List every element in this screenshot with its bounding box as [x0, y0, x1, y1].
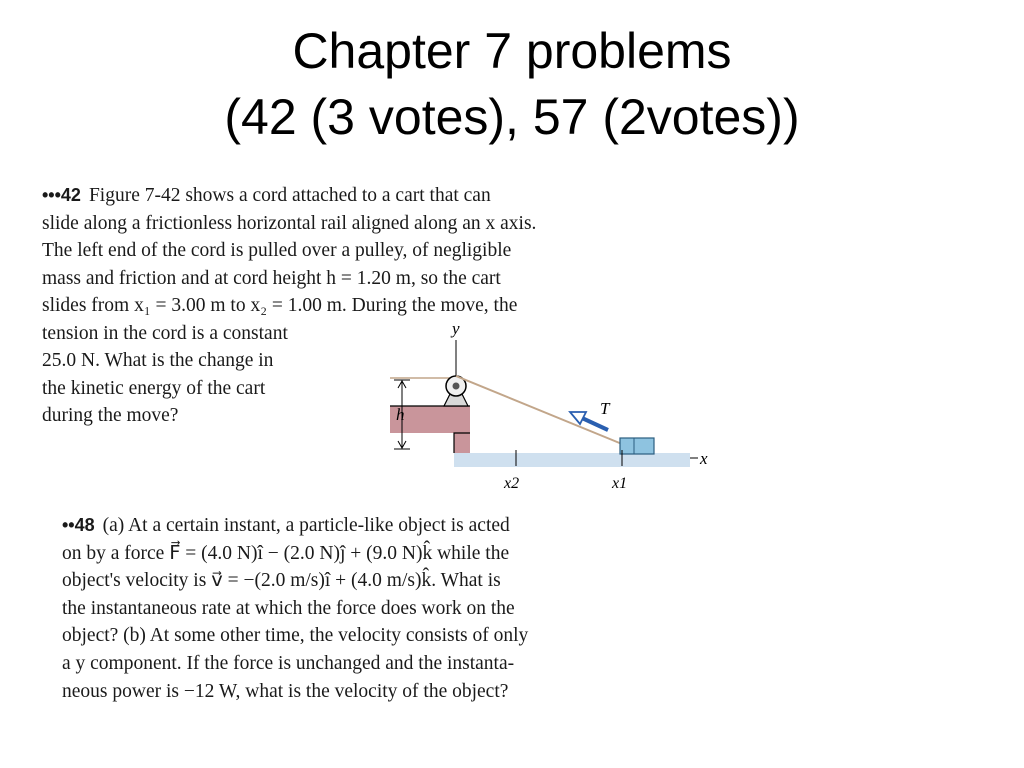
problem-48-line: object's velocity is v⃗ = −(2.0 m/s)î + (4.0 m/s)k̂. What is: [62, 570, 501, 592]
problem-text: (a) At a certain instant, a particle-like object is acted: [102, 515, 510, 536]
tension-label: T: [600, 399, 610, 418]
rail: [454, 453, 690, 467]
problem-48-line: the instantaneous rate at which the force does work on the: [62, 597, 515, 619]
x-axis-label: x: [700, 449, 708, 468]
problem-48-line: on by a force F⃗ = (4.0 N)î − (2.0 N)ĵ + (9.0 N)k̂ while the: [62, 542, 510, 564]
problem-number: •••42: [42, 185, 81, 205]
problem-48-line: [62, 512, 662, 540]
problem-42-line: 25.0 N. What is the change in: [42, 350, 274, 371]
cord: [456, 376, 622, 444]
problem-48: [62, 512, 662, 705]
figure-7-42: [372, 316, 724, 502]
problem-number: ••48: [62, 515, 95, 535]
tension-arrow-head: [570, 412, 586, 424]
problem-42-line: The left end of the cord is pulled over a pulley, of negligible: [42, 240, 512, 261]
problem-48-line: object? (b) At some other time, the velocity consists of only: [62, 625, 529, 647]
problem-42-line: mass and friction and at cord height h = 1.20 m, so the cart: [42, 267, 501, 289]
problem-42-line: [42, 182, 642, 210]
problem-42-line: slide along a frictionless horizontal rail aligned along an x axis.: [42, 212, 537, 234]
h-label: h: [396, 405, 405, 424]
problem-48-line: a y component. If the force is unchanged and the instanta-: [62, 652, 515, 674]
y-axis-label: y: [452, 319, 460, 338]
problem-text: Figure 7-42 shows a cord attached to a cart that can: [88, 185, 491, 206]
pulley-axle: [453, 383, 460, 390]
problem-48-line: neous power is −12 W, what is the velocity of the object?: [62, 680, 509, 702]
problem-42-line: tension in the cord is a constant: [42, 322, 288, 344]
cart: [620, 438, 654, 454]
x2-label: x2: [504, 475, 520, 492]
slide-title: [0, 18, 1024, 150]
title-line-2: (42 (3 votes), 57 (2votes)): [224, 89, 800, 145]
problem-42-line: during the move?: [42, 405, 179, 426]
problem-42-line: the kinetic energy of the cart: [42, 377, 266, 399]
problem-42-line: slides from x₁ = 3.00 m to x₂ = 1.00 m. During the move, the: [42, 295, 518, 316]
title-line-1: Chapter 7 problems: [292, 23, 732, 79]
x1-label: x1: [612, 475, 628, 492]
